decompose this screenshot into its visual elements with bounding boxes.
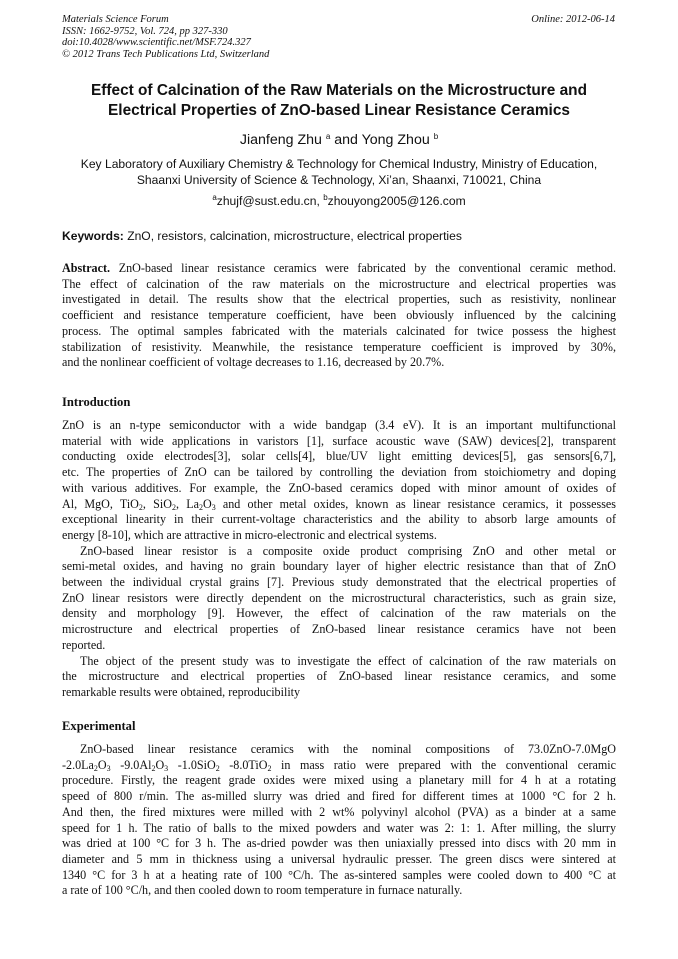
- author-list: [62, 131, 616, 149]
- abstract: [62, 261, 616, 371]
- abstract-line: stabilization of resistivity. Meanwhile, the resistance temperature coefficient is improved by 30%,: [62, 339, 616, 354]
- paper-title: [62, 81, 616, 121]
- text-run: and other metal oxides, known as linear resistance ceramics, it possesses: [215, 496, 616, 511]
- keywords-label: Keywords:: [62, 229, 124, 243]
- body-line: procedure. Firstly, the reagent grade oxides were mixed using a planetary mill for 4 h at a rotating: [62, 773, 616, 788]
- text-run: -9.0Al: [110, 757, 152, 772]
- body-line: remarkable results were obtained, reproducibility: [62, 684, 301, 699]
- body-line: etc. The properties of ZnO can be tailored by controlling the deviation from stoichiometry and doping: [62, 465, 616, 480]
- author-name: Yong Zhou: [361, 132, 430, 148]
- journal-doi: doi:10.4028/www.scientific.net/MSF.724.327: [62, 37, 251, 48]
- body-line: speed of 800 r/min. The as-milled slurry was dried and fired for different times at 1000 °C for 2 h.: [62, 789, 616, 804]
- text-run: Al, MgO, TiO: [62, 496, 139, 511]
- text-run: -2.0La: [62, 757, 94, 772]
- affiliation-line: Key Laboratory of Auxiliary Chemistry & Technology for Chemical Industry, Ministry of Education,: [80, 157, 598, 171]
- subscript: 3: [164, 763, 169, 773]
- section-heading-experimental: Experimental: [62, 719, 136, 733]
- author-conjunction: and: [330, 132, 362, 148]
- abstract-line: process. The optimal samples fabricated with the materials calcinated for twice possess the highest: [62, 323, 616, 338]
- email-mark: a: [212, 193, 217, 202]
- email-mark: b: [323, 193, 328, 202]
- body-line: material with wide applications in varistors [1], surface acoustic wave (SAW) devices[2], transparent: [62, 433, 616, 448]
- affiliation-line: Shaanxi University of Science & Technology, Xi’an, Shaanxi, 710021, China: [136, 172, 542, 187]
- journal-issn: ISSN: 1662-9752, Vol. 724, pp 327-330: [62, 25, 228, 37]
- body-line: [62, 497, 616, 513]
- journal-header: [62, 14, 269, 60]
- abstract-line: [62, 261, 616, 277]
- body-line: reported.: [62, 637, 106, 652]
- body-line: ZnO linear resistors were directly dependent on the microstructural characteristics, such as grain size,: [62, 590, 616, 605]
- subscript: 2: [198, 502, 203, 512]
- body-line: diameter and 5 mm in thickness using a universal hydraulic presser. The green discs were sintered at: [62, 851, 616, 866]
- section-heading-introduction: Introduction: [62, 395, 131, 409]
- body-line: conducting oxide electrodes[3], solar cells[4], blue/UV light emitting devices[5], gas sensors[6,7],: [62, 449, 616, 464]
- body-line: The object of the present study was to investigate the effect of calcination of the raw materials on: [80, 653, 616, 668]
- body-line: a rate of 100 °C/h, and then cooled down to room temperature in furnace naturally.: [62, 883, 463, 898]
- body-line: with various additives. For example, the ZnO-based ceramics doped with minor amount of oxides of: [62, 480, 616, 495]
- body-line: speed for 1 h. The ratio of balls to the mixed powders and water was 2: 1: 1. After milling, the slurry: [62, 820, 616, 835]
- abstract-line: The effect of calcination of the raw materials on the microstructure and electrical properties was: [62, 276, 616, 291]
- subscript: 2: [171, 502, 176, 512]
- journal-name: Materials Science Forum: [62, 14, 169, 25]
- text-run: , La: [175, 496, 199, 511]
- body-line: energy [8-10], which are attractive in micro-electronic and electrical systems.: [62, 527, 437, 542]
- title-line: Effect of Calcination of the Raw Materials on the Microstructure and: [91, 82, 587, 99]
- body-line: ZnO-based linear resistor is a composite oxide product comprising ZnO and other metal or: [80, 543, 616, 558]
- text-run: O: [97, 757, 107, 772]
- body-line: microstructure and electrical properties of ZnO-based linear resistance ceramics have not been: [62, 622, 616, 637]
- text-run: -1.0SiO: [168, 757, 216, 772]
- online-date: Online: 2012-06-14: [531, 14, 615, 25]
- text-run: O: [155, 757, 165, 772]
- body-line: ZnO-based linear resistance ceramics with the nominal compositions of 73.0ZnO-7.0MgO: [80, 742, 616, 756]
- abstract-line: coefficient and resistance temperature coefficient, have been obviously influenced by the calcining: [62, 308, 616, 323]
- author-affil-mark: b: [433, 132, 439, 141]
- abstract-line: and the nonlinear coefficient of voltage decreases to 1.16, decreased by 20.7%.: [62, 355, 445, 370]
- body-line: was dried at 100 °C for 3 h. The as-dried powder was then uniaxially pressed into discs with 20 mm in: [62, 836, 616, 851]
- keywords: [62, 229, 616, 244]
- subscript: 2: [93, 763, 98, 773]
- abstract-text: ZnO-based linear resistance ceramics were fabricated by the conventional ceramic method.: [110, 261, 616, 275]
- author-emails: [62, 194, 616, 209]
- subscript: 2: [215, 763, 220, 773]
- body-line: the microstructure and electrical properties of ZnO-based linear resistance ceramics, and some: [62, 669, 616, 684]
- text-run: -8.0TiO: [219, 757, 268, 772]
- email-link[interactable]: zhujf@sust.edu.cn,: [216, 194, 324, 208]
- introduction-body: [62, 418, 616, 701]
- body-line: And then, the fired mixtures were milled with 2 wt% polyvinyl alcohol (PVA) as a binder at a same: [62, 804, 616, 819]
- text-run: O: [202, 496, 212, 511]
- subscript: 3: [106, 763, 111, 773]
- text-run: in mass ratio were prepared with the conventional ceramic: [271, 757, 616, 772]
- body-line: [62, 758, 616, 774]
- body-line: semi-metal oxides, and having no grain boundary layer of higher electric resistance than that of ZnO: [62, 559, 616, 574]
- journal-copyright: © 2012 Trans Tech Publications Ltd, Switzerland: [62, 48, 270, 60]
- title-line: Electrical Properties of ZnO-based Linear Resistance Ceramics: [108, 102, 570, 119]
- subscript: 2: [138, 502, 143, 512]
- body-line: 1340 °C for 3 h at a heating rate of 100 °C/h. The as-sintered samples were cooled down to 400 °C at: [62, 867, 616, 882]
- subscript: 2: [151, 763, 156, 773]
- body-line: between the individual crystal grains [7]. Previous study demonstrated that the electrical properties of: [62, 575, 616, 590]
- text-run: , SiO: [142, 496, 172, 511]
- keywords-text: ZnO, resistors, calcination, microstructure, electrical properties: [123, 229, 462, 243]
- body-line: ZnO is an n-type semiconductor with a wide bandgap (3.4 eV). It is an important multifunctional: [62, 418, 616, 432]
- experimental-body: [62, 742, 616, 899]
- body-line: density and morphology [9]. However, the effect of calcination of the raw materials on the: [62, 606, 616, 621]
- subscript: 2: [267, 763, 272, 773]
- subscript: 3: [211, 502, 216, 512]
- email-link[interactable]: zhouyong2005@126.com: [327, 194, 466, 208]
- author-affil-mark: a: [325, 132, 331, 141]
- abstract-label: Abstract.: [62, 261, 111, 275]
- affiliation: [62, 157, 616, 188]
- body-line: exceptional linearity in their current-voltage characteristics and the ability to absorb large amounts of: [62, 512, 616, 527]
- abstract-line: investigated in detail. The results show that the electrical properties, such as resistivity, nonlinear: [62, 292, 616, 307]
- author-name: Jianfeng Zhu: [239, 132, 322, 148]
